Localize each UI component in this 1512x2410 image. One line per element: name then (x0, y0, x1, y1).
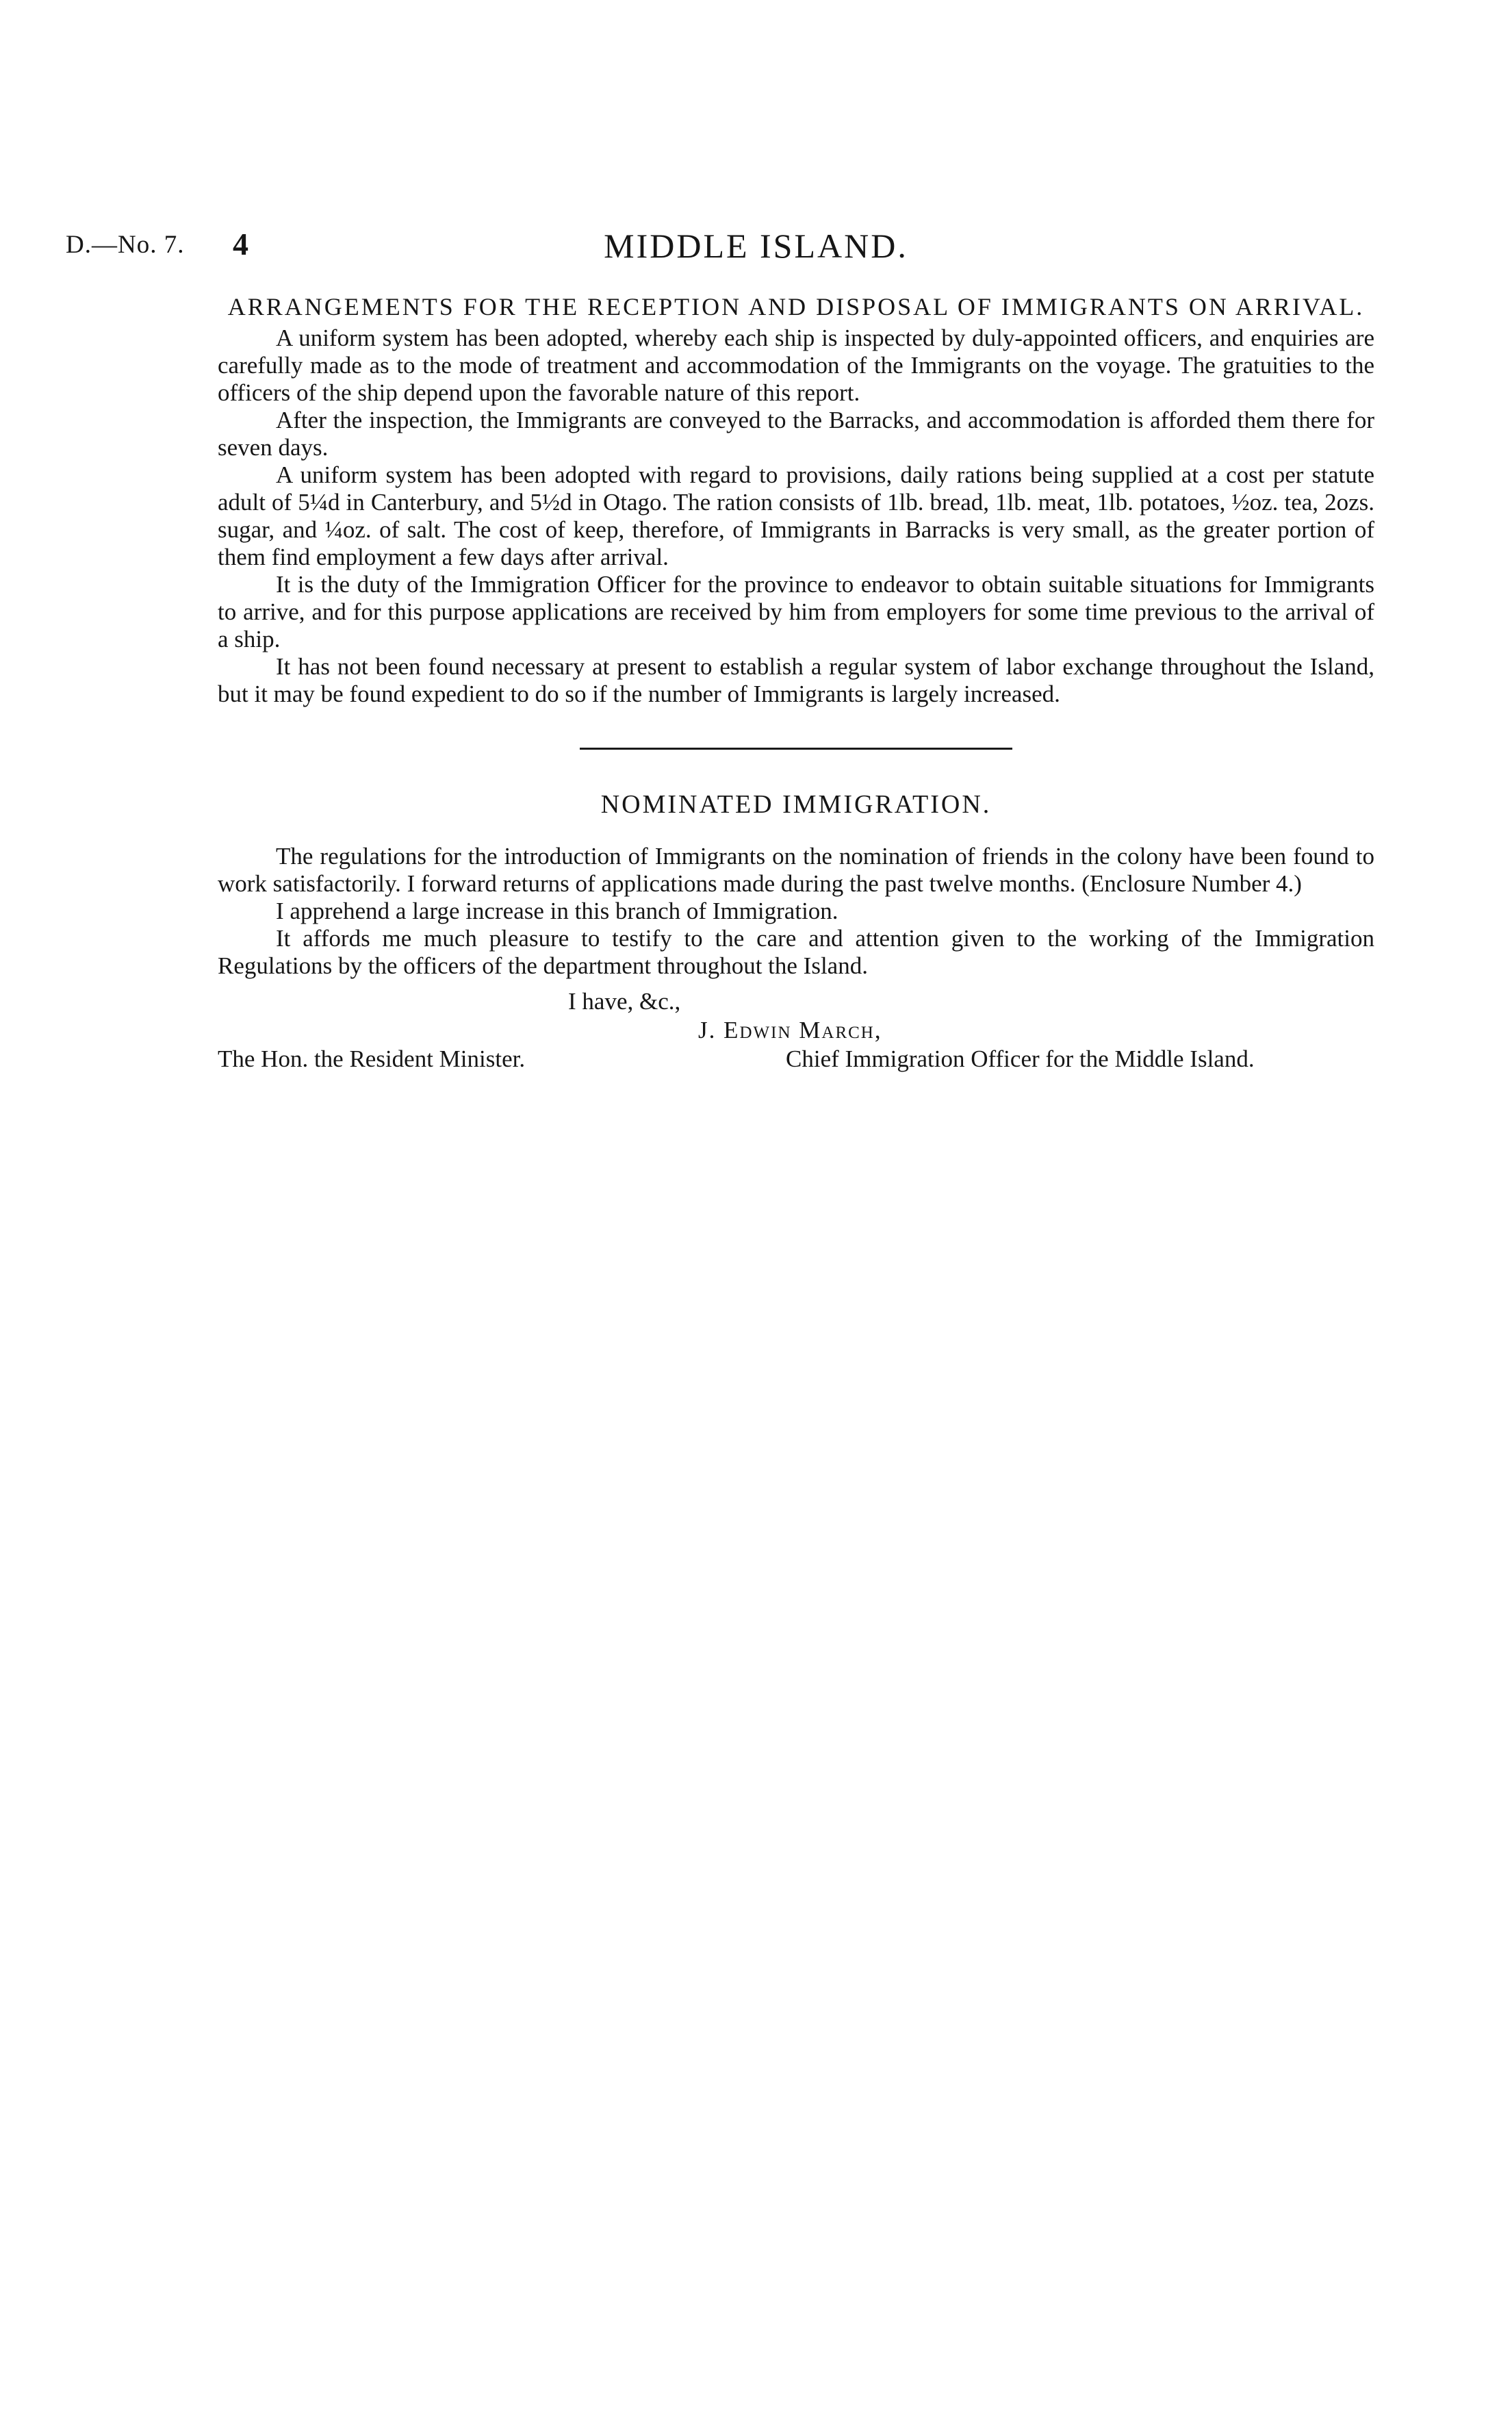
page-number: 4 (233, 227, 248, 262)
paragraph: After the inspection, the Immigrants are conveyed to the Barracks, and accommodation is afforded them there for seven days. (218, 407, 1374, 461)
paragraph: The regulations for the introduction of Immigrants on the nomination of friends in the colony have been found to work satisfactorily. I forward returns of applications made during the past twelve months. (Enclosure Number 4.) (218, 843, 1374, 897)
paragraph: I apprehend a large increase in this branch of Immigration. (276, 898, 838, 924)
paragraph: A uniform system has been adopted, whereby each ship is inspected by duly-appointed officers, and enquiries are carefully made as to the mode of treatment and accommodation of the Immigrants on the voyage. The gratuities to the officers of the ship depend upon the favorable nature of this report. (218, 325, 1374, 406)
section-title-nominated: NOMINATED IMMIGRATION. (600, 790, 992, 819)
section-title-reception: ARRANGEMENTS FOR THE RECEPTION AND DISPOSAL OF IMMIGRANTS ON ARRIVAL. (227, 293, 1365, 320)
running-head: MIDDLE ISLAND. (604, 227, 908, 265)
signature-name: J. Edwin March, (698, 1017, 882, 1043)
paragraph: A uniform system has been adopted with regard to provisions, daily rations being supplied at a cost per statute adult of 5¼d in Canterbury, and 5½d in Otago. The ration consists of 1lb. bread, 1lb. meat, 1lb. potatoes, ½oz. tea, 2ozs. sugar, and ¼oz. of salt. The cost of keep, therefore, of Immigrants in Barracks is very small, as the greater portion of them find employment a few days after arrival. (218, 461, 1374, 570)
paragraph: It has not been found necessary at present to establish a regular system of labor exchange throughout the Island, but it may be found expedient to do so if the number of Immigrants is largely increased. (218, 653, 1374, 707)
addressee: The Hon. the Resident Minister. (218, 1045, 526, 1072)
letter-closing (218, 985, 1374, 1088)
main-content (218, 293, 1374, 1088)
document-reference: D.—No. 7. (66, 231, 185, 259)
page-header (0, 226, 1512, 267)
paragraph: It affords me much pleasure to testify to the care and attention given to the working of the Immigration Regulations by the officers of the department throughout the Island. (218, 925, 1374, 979)
signer-title: Chief Immigration Officer for the Middle Island. (786, 1045, 1255, 1072)
salutation: I have, &c., (568, 988, 681, 1015)
section-divider (580, 748, 1012, 750)
paragraph: It is the duty of the Immigration Officer for the province to endeavor to obtain suitable situations for Immigrants to arrive, and for this purpose applications are received by him from employers for some time previous to the arrival of a ship. (218, 571, 1374, 652)
